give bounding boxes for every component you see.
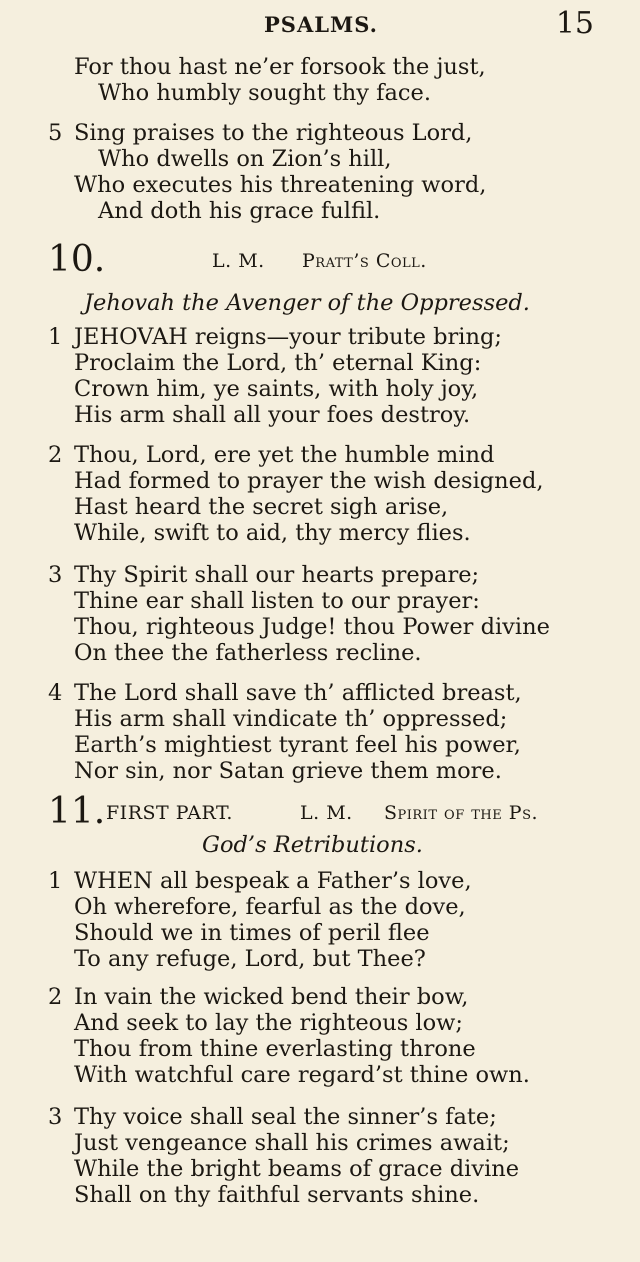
hymn-number: 10. [48,239,106,280]
hymn-line: Who dwells on Zion’s hill, [98,146,392,172]
hymn-line: Earth’s mightiest tyrant feel his power, [74,732,521,758]
verse-number: 1 [48,324,63,350]
hymn-line: JEHOVAH reigns—your tribute bring; [74,324,502,350]
hymn-line: Oh wherefore, fearful as the dove, [74,894,466,920]
hymn-line: Hast heard the secret sigh arise, [74,494,449,520]
hymn-line: WHEN all bespeak a Father’s love, [74,868,472,894]
hymn-part: FIRST PART. [106,802,233,824]
hymn-source: Spirit of the Ps. [384,802,539,824]
hymn-line: Shall on thy faithful servants shine. [74,1182,480,1208]
hymn-line: Sing praises to the righteous Lord, [74,120,473,146]
hymn-number: 11. [48,791,106,832]
verse-number: 2 [48,984,63,1010]
hymn-line: With watchful care regard’st thine own. [74,1062,530,1088]
hymn-line: On thee the fatherless recline. [74,640,422,666]
hymn-line: Thou, Lord, ere yet the humble mind [74,442,495,468]
hymn-subtitle: God’s Retributions. [202,832,423,858]
hymn-line: In vain the wicked bend their bow, [74,984,469,1010]
hymn-line: Thou, righteous Judge! thou Power divine [74,614,550,640]
hymn-line: Thy voice shall seal the sinner’s fate; [74,1104,497,1130]
hymn-line: Thou from thine everlasting throne [74,1036,476,1062]
hymn-line: Proclaim the Lord, th’ eternal King: [74,350,482,376]
verse-number: 3 [48,562,63,588]
hymn-line: Thy Spirit shall our hearts prepare; [74,562,480,588]
verse-number: 1 [48,868,63,894]
running-title: PSALMS. [264,12,378,37]
hymn-line: And seek to lay the righteous low; [74,1010,463,1036]
hymn-line: Who executes his threatening word, [74,172,487,198]
hymn-line: For thou hast ne’er forsook the just, [74,54,486,80]
page-number: 15 [555,6,594,41]
hymn-line: Had formed to prayer the wish designed, [74,468,544,494]
hymn-subtitle: Jehovah the Avenger of the Oppressed. [84,290,530,316]
hymn-line: To any refuge, Lord, but Thee? [74,946,426,972]
hymn-line: Crown him, ye saints, with holy joy, [74,376,479,402]
hymn-line: The Lord shall save th’ afflicted breast, [74,680,522,706]
verse-number: 2 [48,442,63,468]
hymn-line: His arm shall all your foes destroy. [74,402,471,428]
verse-number: 3 [48,1104,63,1130]
running-head [0,6,640,40]
hymn-line: Should we in times of peril flee [74,920,430,946]
hymn-meter: L. M. [300,802,353,824]
hymn-line: While the bright beams of grace divine [74,1156,520,1182]
hymn-line: Thine ear shall listen to our prayer: [74,588,480,614]
hymn-meter: L. M. [212,250,265,272]
hymn-line: Who humbly sought thy face. [98,80,431,106]
hymn-line: While, swift to aid, thy mercy flies. [74,520,471,546]
hymn-line: Nor sin, nor Satan grieve them more. [74,758,502,784]
hymn-line: Just vengeance shall his crimes await; [74,1130,510,1156]
hymn-line: His arm shall vindicate th’ oppressed; [74,706,508,732]
hymn-source: Pratt’s Coll. [302,250,427,272]
verse-number: 5 [48,120,63,146]
verse-number: 4 [48,680,63,706]
hymn-line: And doth his grace fulfil. [98,198,381,224]
